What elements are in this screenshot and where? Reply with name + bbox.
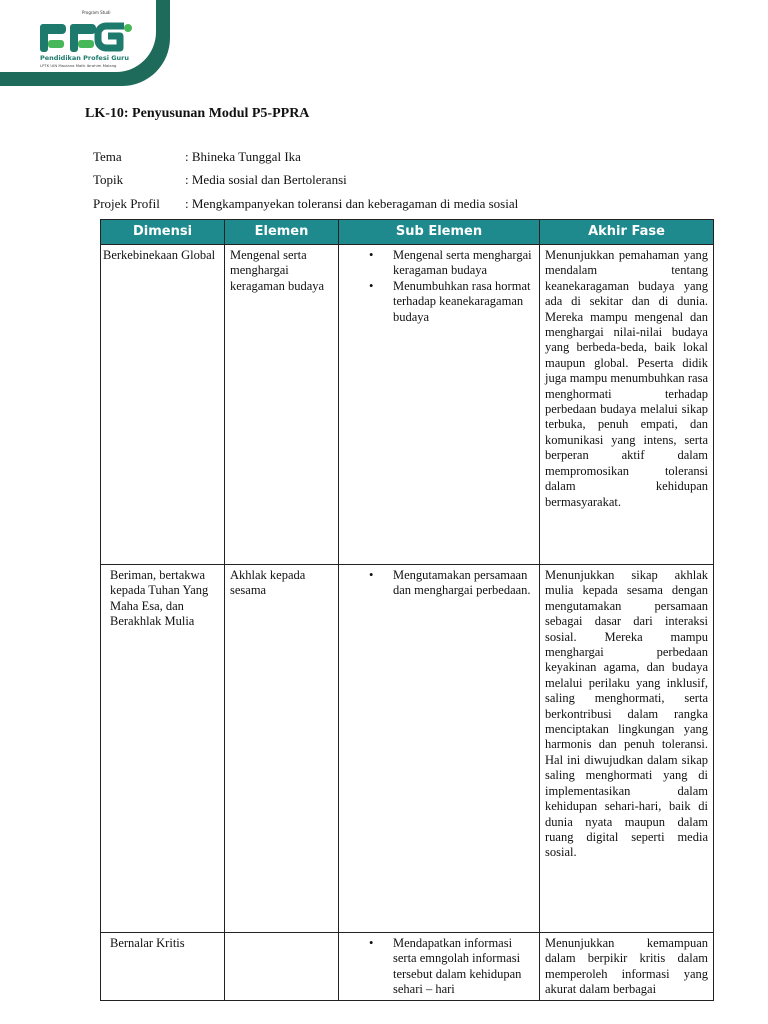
sub-elemen-list [369, 568, 537, 599]
table-row [101, 245, 714, 565]
cell-dimensi: Berkebinekaan Global [101, 245, 225, 565]
meta-label: Topik [93, 172, 124, 187]
cell-sub-elemen [339, 933, 540, 1001]
sub-elemen-list [369, 248, 537, 325]
cell-elemen: Akhlak kepada sesama [225, 565, 339, 933]
cell-akhir-fase: Menunjukkan sikap akhlak mulia kepada sesama dengan mengutamakan persamaan sebagai dasar dari interaksi sosial. Mereka mampu menghargai perbedaan keyakinan agama, dan budaya melalui perilaku yang inklusif, saling menghormati, serta berkontribusi dalam rangka menciptakan lingkungan yang harmonis dan penuh toleransi. Hal ini diwujudkan dalam sikap saling menghormati yang di implementasikan dalam kehidupan sehari-hari, baik di dunia nyata maupun dalam ruang digital seperti media sosial. [540, 565, 714, 933]
header-elemen: Elemen [225, 220, 339, 245]
logo-subtitle: LPTK UIN Maulana Malik Ibrahim Malang [40, 63, 117, 68]
cell-dimensi [101, 565, 225, 933]
ppg-logo-icon [40, 20, 136, 56]
document-title: LK-10: Penyusunan Modul P5-PPRA [85, 106, 310, 121]
meta-value: : Mengkampanyekan toleransi dan keberagaman di media sosial [185, 196, 519, 211]
cell-sub-elemen [339, 565, 540, 933]
list-item: • Mengutamakan persamaan dan menghargai perbedaan. [369, 568, 537, 599]
meta-label: Tema [93, 149, 122, 164]
meta-row-topik [93, 172, 347, 188]
list-item: • Mengenal serta menghargai keragaman budaya [369, 248, 537, 279]
cell-dimensi [101, 933, 225, 1001]
meta-row-tema [93, 149, 301, 165]
table-row [101, 933, 714, 1001]
list-item: • Mendapatkan informasi serta emngolah informasi tersebut dalam kehidupan sehari – hari [369, 936, 537, 998]
cell-elemen: Mengenal serta menghargai keragaman budaya [225, 245, 339, 565]
sub-elemen-list [369, 936, 537, 998]
meta-value: : Bhineka Tunggal Ika [185, 149, 301, 164]
logo-name: Pendidikan Profesi Guru [40, 54, 129, 62]
header-dimensi: Dimensi [101, 220, 225, 245]
table-header-row [101, 220, 714, 245]
cell-elemen [225, 933, 339, 1001]
cell-akhir-fase: Menunjukkan pemahaman yang mendalam tentang keanekaragaman budaya yang ada di sekitar dan di dunia. Mereka mampu mengenal dan menghargai nilai-nilai budaya yang berbeda-beda, baik lokal maupun global. Peserta didik juga mampu menumbuhkan rasa menghormati terhadap perbedaan budaya melalui sikap terbuka, penuh empati, dan komunikasi yang intens, serta berperan aktif dalam mempromosikan toleransi dalam kehidupan bermasyarakat. [540, 245, 714, 565]
logo-small-text: Program Studi [82, 10, 111, 15]
meta-label: Projek Profil [93, 196, 160, 211]
meta-value: : Media sosial dan Bertoleransi [185, 172, 347, 187]
cell-akhir-fase: Menunjukkan kemampuan dalam berpikir kritis dalam memperoleh informasi yang akurat dalam berbagai [540, 933, 714, 1001]
logo [0, 0, 156, 72]
list-item: • Menumbuhkan rasa hormat terhadap keanekaragaman budaya [369, 279, 537, 325]
dimensi-text: Beriman, bertakwa kepada Tuhan Yang Maha Esa, dan Berakhlak Mulia [110, 568, 209, 629]
header-sub-elemen: Sub Elemen [339, 220, 540, 245]
table-row [101, 565, 714, 933]
cell-sub-elemen [339, 245, 540, 565]
modul-table [100, 219, 714, 1001]
meta-row-projek-profil [93, 196, 518, 212]
dimensi-text: Bernalar Kritis [110, 936, 185, 950]
header-akhir-fase: Akhir Fase [540, 220, 714, 245]
